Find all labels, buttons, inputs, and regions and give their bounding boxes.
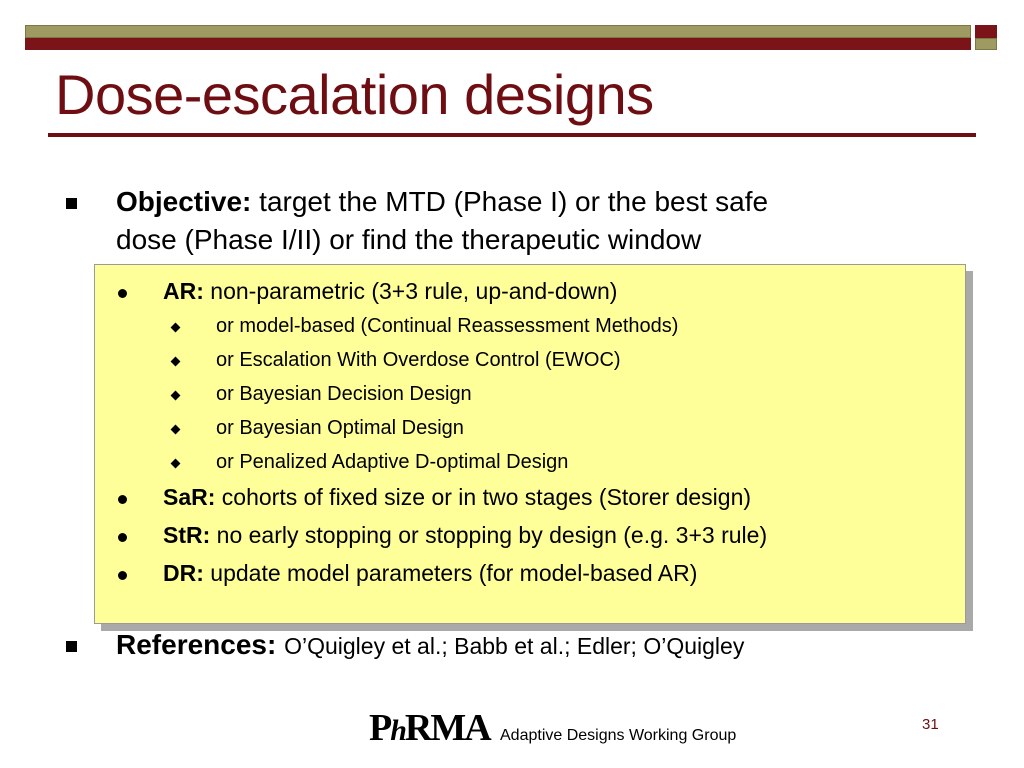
- footer-group-name: Adaptive Designs Working Group: [500, 727, 737, 744]
- references-text: O’Quigley et al.; Babb et al.; Edler; O’Quigley: [284, 633, 745, 659]
- box-item-text: no early stopping or stopping by design (e.g. 3+3 rule): [216, 522, 768, 548]
- box-subitem: or Bayesian Optimal Design: [216, 417, 464, 439]
- box-item-ar: [163, 278, 617, 305]
- box-subitem: or Escalation With Overdose Control (EWOC): [216, 349, 621, 371]
- box-item-text: non-parametric (3+3 rule, up-and-down): [210, 278, 618, 304]
- slide-title: Dose-escalation designs: [55, 63, 654, 126]
- diamond-bullet-icon: [171, 459, 181, 469]
- references-line: [116, 626, 744, 665]
- band-olive-bar: [25, 25, 971, 38]
- box-subitem: or Bayesian Decision Design: [216, 383, 472, 405]
- box-item-text: cohorts of fixed size or in two stages (Storer design): [221, 484, 752, 510]
- box-subitem: or Penalized Adaptive D-optimal Design: [216, 451, 569, 473]
- box-item-label: SaR:: [163, 484, 216, 510]
- band-corner-maroon: [975, 25, 997, 38]
- round-bullet-icon: [118, 289, 127, 298]
- objective-line-2: dose (Phase I/II) or find the therapeutic window: [116, 224, 702, 255]
- band-corner-olive: [975, 38, 997, 50]
- round-bullet-icon: [118, 571, 127, 580]
- title-underline: [48, 133, 976, 137]
- box-item-label: DR:: [163, 560, 204, 586]
- references-label: References:: [116, 629, 277, 660]
- square-bullet-icon: [66, 198, 77, 209]
- diamond-bullet-icon: [171, 391, 181, 401]
- box-subitem: or model-based (Continual Reassessment Methods): [216, 315, 679, 337]
- objective-line-1: [116, 183, 768, 221]
- box-item-label: StR:: [163, 522, 211, 548]
- square-bullet-icon: [66, 641, 77, 652]
- objective-text: target the MTD (Phase I) or the best safe: [259, 186, 769, 217]
- objective-label: Objective:: [116, 186, 252, 217]
- page-number: 31: [922, 716, 939, 733]
- diamond-bullet-icon: [171, 357, 181, 367]
- top-decorative-band: [25, 25, 997, 52]
- band-maroon-bar: [25, 38, 971, 50]
- box-item-dr: [163, 560, 697, 587]
- box-item-sar: [163, 484, 751, 511]
- diamond-bullet-icon: [171, 323, 181, 333]
- design-elements-box: [94, 264, 966, 624]
- box-item-text: update model parameters (for model-based AR): [210, 560, 698, 586]
- box-item-label: AR:: [163, 278, 204, 304]
- diamond-bullet-icon: [171, 425, 181, 435]
- round-bullet-icon: [118, 495, 127, 504]
- box-item-str: [163, 522, 767, 549]
- round-bullet-icon: [118, 533, 127, 542]
- phrma-logo: PhRMA: [369, 707, 490, 749]
